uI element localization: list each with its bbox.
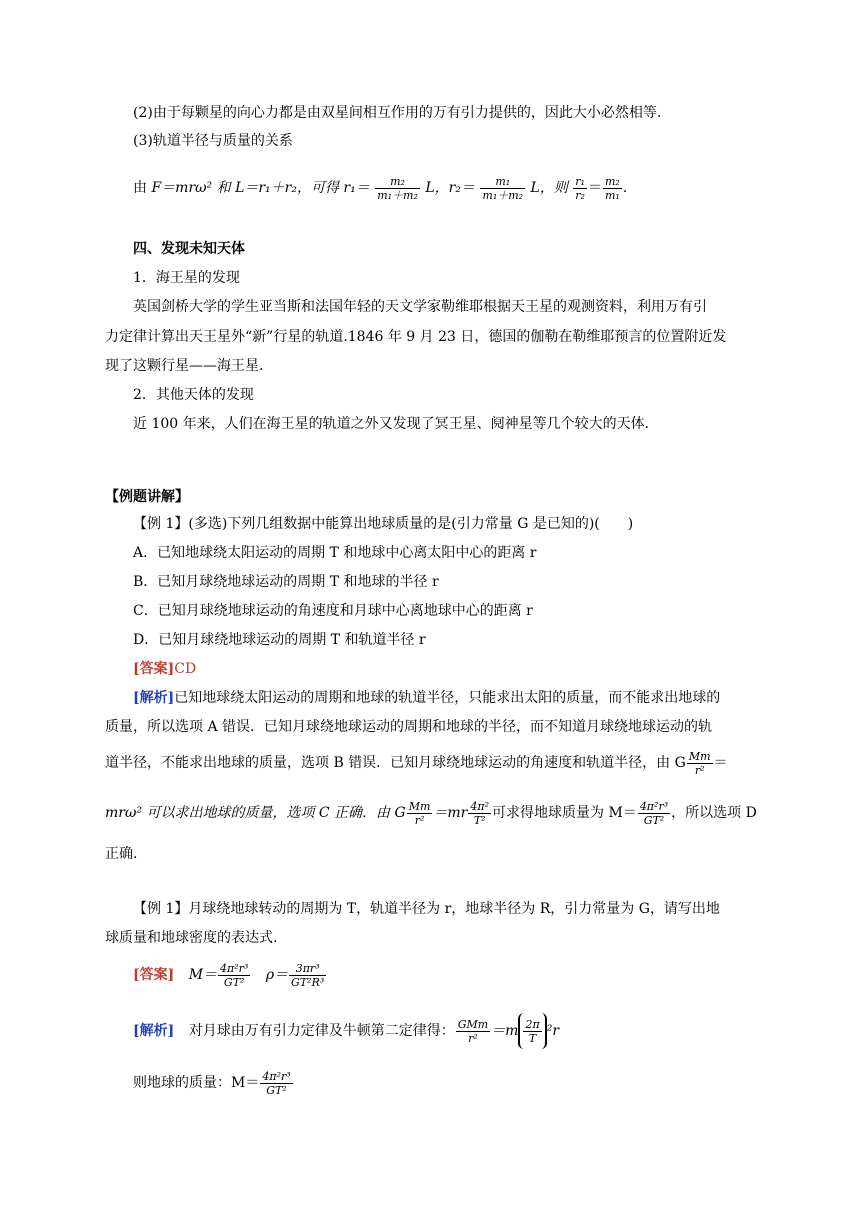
answer-line: [答案] M＝ $\frac{\text{4π²r³}}{\text{GT²}}$ ρ＝ $\frac{\text{3πr³}}{\text{GT²R³}}$ xyxy=(133,961,325,989)
fraction: $\frac{\text{4π²r³}}{\text{GT²}}$ xyxy=(639,799,669,827)
fraction: $\frac{2\pi}{T}$ xyxy=(525,1017,540,1045)
fraction: $\frac{\text{4π²r³}}{\text{GT²}}$ xyxy=(262,1069,291,1097)
fraction: $\frac{\text{GMm}}{\text{r²}}$ xyxy=(457,1017,489,1045)
fraction: $\frac{\text{m₂}}{\text{m₁}}$ xyxy=(604,174,620,202)
text-span: L，r₂＝ xyxy=(425,180,475,196)
analysis-label: [解析] xyxy=(133,690,175,706)
text-line: 质量，所以选项 A 错误．已知月球绕地球运动的周期和地球的半径，而不知道月球绕地球运动的轨 xyxy=(105,719,713,735)
text-line: (2)由于每颗星的向心力都是由双星间相互作用的万有引力提供的，因此大小必然相等. xyxy=(133,105,662,121)
option-b: B．已知月球绕地球运动的周期 T 和地球的半径 r xyxy=(133,574,439,590)
fraction: $\frac{Mm}{\text{r²}}$ xyxy=(688,749,711,777)
text-line: 则地球的质量：M＝ $\frac{\text{4π²r³}}{\text{GT²}}$ xyxy=(133,1069,291,1097)
fraction: $\frac{\text{4π²r³}}{\text{GT²}}$ xyxy=(220,961,249,989)
question: 【例 1】(多选)下列几组数据中能算出地球质量的是(引力常量 G 是已知的)( ) xyxy=(133,516,634,532)
text-line: 力定律计算出天王星外“新”行星的轨道.1846 年 9 月 23 日，德国的伽勒在勒维耶预言的位置附近发 xyxy=(105,329,727,345)
sub-heading: 2．其他天体的发现 xyxy=(133,387,254,403)
section-heading: 四、发现未知天体 xyxy=(133,241,245,257)
text-line: 球质量和地球密度的表达式. xyxy=(105,930,278,946)
answer-line xyxy=(133,660,196,678)
fraction: $\frac{\text{m₁}}{\text{m₁＋m₂}}$ xyxy=(482,174,524,202)
option-d: D．已知月球绕地球运动的周期 T 和轨道半径 r xyxy=(133,632,426,648)
section-heading: 【例题讲解】 xyxy=(105,489,189,505)
answer-label: [答案] xyxy=(133,967,175,983)
text-line: 英国剑桥大学的学生亚当斯和法国年轻的天文学家勒维耶根据天王星的观测资料，利用万有引 xyxy=(133,299,707,315)
analysis-line: [解析]已知地球绕太阳运动的周期和地球的轨道半径，只能求出太阳的质量，而不能求出地球的 xyxy=(133,690,721,706)
option-c: C．已知月球绕地球运动的角速度和月球中心离地球中心的距离 r xyxy=(133,603,533,619)
text-line: 现了这颗行星——海王星. xyxy=(105,358,264,374)
text-span: 由 xyxy=(133,180,147,196)
text-line: (3)轨道半径与质量的关系 xyxy=(133,133,293,149)
option-a: A．已知地球绕太阳运动的周期 T 和地球中心离太阳中心的距离 r xyxy=(133,545,537,561)
fraction: $\frac{\text{4π²}}{\text{T²}}$ xyxy=(470,799,490,827)
analysis-label: [解析] xyxy=(133,1023,175,1039)
answer-label: [答案] xyxy=(133,661,175,677)
text-line: mrω² 可以求出地球的质量，选项 C 正确．由 G $\frac{Mm}{\text{r²}}$ ＝mr $\frac{\text{4π²}}{\text{T²}}$ 可求得地球质量为 M＝ $\frac{\text{4π²r³}}{\text{GT²}}$ ，所以选项 D xyxy=(105,799,757,827)
formula-line: 由 F＝mrω² 和 L＝r₁＋r₂，可得 r₁＝ $\frac{\text{m₂}}{\text{m₁＋m₂}}$ L，r₂＝ $\frac{\text{m₁}}{\text{m₁＋m₂}}$ L，则 $\frac{\text{r₁}}{\text{r₂}}$ ＝ $\frac{\text{m₂}}{\text{m₁}}$ . xyxy=(133,174,628,202)
fraction: $\frac{\text{m₂}}{\text{m₁＋m₂}}$ xyxy=(377,174,418,202)
question: 【例 1】月球绕地球转动的周期为 T，轨道半径为 r，地球半径为 R，引力常量为 G，请写出地 xyxy=(133,901,720,917)
text-line: 道半径，不能求出地球的质量，选项 B 错误．已知月球绕地球运动的角速度和轨道半径，由 G $\frac{Mm}{\text{r²}}$ ＝ xyxy=(105,749,728,777)
text-line: 正确. xyxy=(105,846,138,862)
text-span: F＝mrω² 和 L＝r₁＋r₂，可得 r₁＝ xyxy=(151,180,370,196)
answer-value: CD xyxy=(174,661,197,677)
fraction: $\frac{\text{3πr³}}{\text{GT²R³}}$ xyxy=(291,961,325,989)
bracket xyxy=(518,1013,546,1049)
fraction: $\frac{Mm}{\text{r²}}$ xyxy=(408,799,431,827)
analysis-line: [解析] 对月球由万有引力定律及牛顿第二定律得： $\frac{\text{GMm}}{\text{r²}}$ ＝m $\frac{2\pi}{T}$ ²r xyxy=(133,1013,559,1049)
sub-heading: 1．海王星的发现 xyxy=(133,270,240,286)
text-span: L，则 xyxy=(530,180,568,196)
text-line: 近 100 年来，人们在海王星的轨道之外又发现了冥王星、阋神星等几个较大的天体. xyxy=(133,416,650,432)
fraction: $\frac{\text{r₁}}{\text{r₂}}$ xyxy=(575,174,585,202)
